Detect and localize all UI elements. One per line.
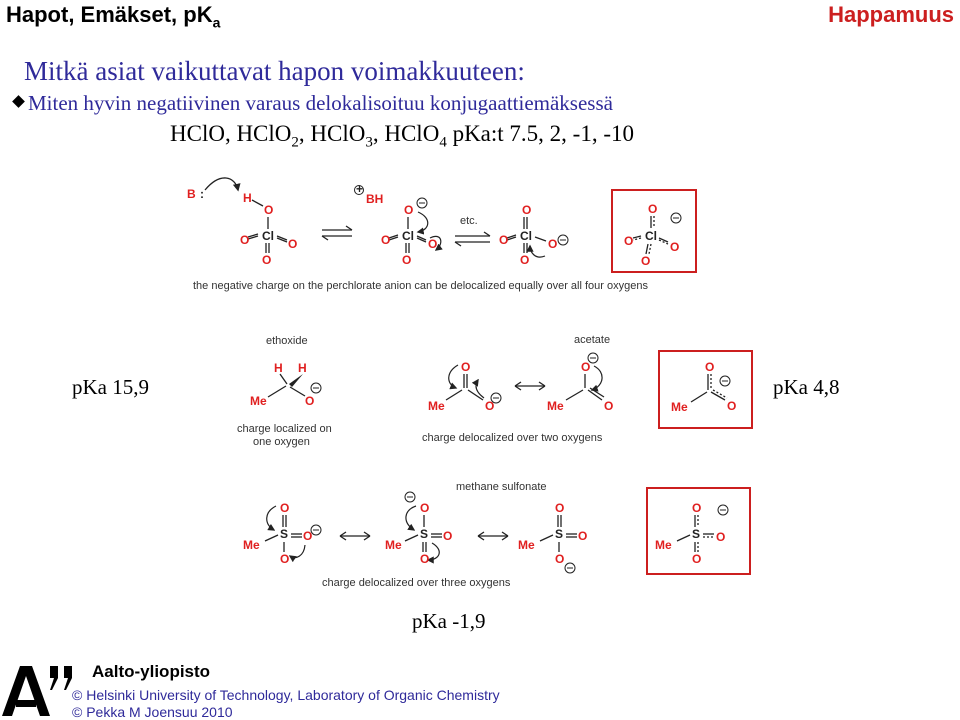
atom-cl: Cl	[402, 229, 414, 243]
atom-o: O	[420, 501, 430, 515]
curved-arrow-icon	[267, 506, 276, 530]
curved-arrow-icon	[449, 365, 458, 388]
ethoxide-caption-line2: one oxygen	[253, 436, 310, 448]
aalto-logo-icon	[2, 666, 72, 716]
ethoxide-pka: pKa 15,9	[72, 375, 149, 399]
atom-o: O	[404, 203, 414, 217]
atom-o: O	[280, 552, 290, 566]
acetate-pka: pKa 4,8	[773, 375, 840, 399]
methyl-group: Me	[385, 538, 402, 552]
atom-h: H	[298, 361, 307, 375]
methyl-group: Me	[250, 394, 267, 408]
atom-o: O	[692, 501, 702, 515]
copyright-line-1: © Helsinki University of Technology, Laboratory of Organic Chemistry	[72, 687, 500, 703]
formula-subscript: 3	[365, 134, 373, 151]
atom-o: O	[303, 529, 313, 543]
formula-part: HClO, HClO	[170, 121, 292, 146]
formula-part: pKa:t 7.5, 2, -1, -10	[446, 121, 634, 146]
atom-o: O	[262, 253, 272, 267]
atom-o: O	[499, 233, 509, 247]
atom-o: O	[520, 253, 530, 267]
formula-subscript: 2	[291, 134, 299, 151]
atom-o: O	[428, 237, 438, 251]
atom-o: O	[648, 202, 658, 216]
bullet-text: Miten hyvin negatiivinen varaus delokalisoituu konjugaattiemäksessä	[28, 91, 613, 115]
sulfonate-pka: pKa -1,9	[412, 609, 486, 633]
atom-o: O	[485, 399, 495, 413]
formula-subscript: 4	[439, 134, 447, 151]
atom-o: O	[604, 399, 614, 413]
sulfonate-scheme	[243, 481, 750, 589]
perchlorate-scheme	[187, 178, 696, 292]
perchlorate-caption: the negative charge on the perchlorate anion can be delocalized equally over all four oxygens	[193, 280, 648, 292]
svg-text:+: +	[356, 182, 364, 196]
ethoxide-scheme	[237, 335, 332, 448]
methyl-group: Me	[671, 400, 688, 414]
atom-s: S	[692, 527, 701, 541]
atom-o: O	[578, 529, 588, 543]
atom-o: O	[692, 552, 702, 566]
atom-o: O	[727, 399, 737, 413]
base-lone-pair: :	[200, 187, 204, 201]
atom-o: O	[381, 233, 391, 247]
ethoxide-label: ethoxide	[266, 335, 308, 347]
base-symbol: B	[187, 187, 196, 201]
atom-o: O	[240, 233, 250, 247]
atom-o: O	[670, 240, 680, 254]
sulfonate-label: methane sulfonate	[456, 481, 547, 493]
title-subscript: a	[212, 14, 221, 31]
acetate-scheme	[422, 334, 752, 444]
methyl-group: Me	[518, 538, 535, 552]
curved-arrow-icon	[205, 178, 238, 190]
sulfonate-caption: charge delocalized over three oxygens	[322, 577, 511, 589]
atom-o: O	[402, 253, 412, 267]
atom-o: O	[420, 552, 430, 566]
atom-s: S	[280, 527, 289, 541]
methyl-group: Me	[655, 538, 672, 552]
methyl-group: Me	[428, 399, 445, 413]
atom-o: O	[280, 501, 290, 515]
acetate-label: acetate	[574, 334, 611, 346]
copyright-line-2: © Pekka M Joensuu 2010	[72, 704, 233, 720]
atom-cl: Cl	[645, 229, 657, 243]
atom-o: O	[548, 237, 558, 251]
atom-cl: Cl	[262, 229, 274, 243]
atom-o: O	[641, 254, 651, 268]
section-title: Happamuus	[828, 2, 954, 27]
bond	[252, 200, 263, 206]
atom-o: O	[555, 501, 565, 515]
atom-o: O	[443, 529, 453, 543]
atom-o: O	[522, 203, 532, 217]
atom-o: O	[624, 234, 634, 248]
atom-cl: Cl	[520, 229, 532, 243]
bh-symbol: BH	[366, 192, 384, 206]
atom-o: O	[555, 552, 565, 566]
atom-h: H	[274, 361, 283, 375]
formula-part: , HClO	[298, 121, 366, 146]
atom-o: O	[264, 203, 274, 217]
atom-o: O	[461, 360, 471, 374]
atom-s: S	[420, 527, 429, 541]
curved-arrow-icon	[418, 212, 428, 232]
methyl-group: Me	[547, 399, 564, 413]
atom-o: O	[288, 237, 298, 251]
formula-part: , HClO	[372, 121, 440, 146]
atom-o: O	[716, 530, 726, 544]
acetate-caption: charge delocalized over two oxygens	[422, 432, 603, 444]
title-text: Hapot, Emäkset, pK	[6, 2, 213, 27]
atom-s: S	[555, 527, 564, 541]
atom-o: O	[581, 360, 591, 374]
atom-o: O	[305, 394, 315, 408]
methyl-group: Me	[243, 538, 260, 552]
etc-label: etc.	[460, 215, 478, 227]
slide-heading: Mitkä asiat vaikuttavat hapon voimakkuuteen:	[24, 56, 525, 86]
ethoxide-caption-line1: charge localized on	[237, 423, 332, 435]
atom-o: O	[705, 360, 715, 374]
atom-h: H	[243, 191, 252, 205]
university-name: Aalto-yliopisto	[92, 662, 211, 681]
